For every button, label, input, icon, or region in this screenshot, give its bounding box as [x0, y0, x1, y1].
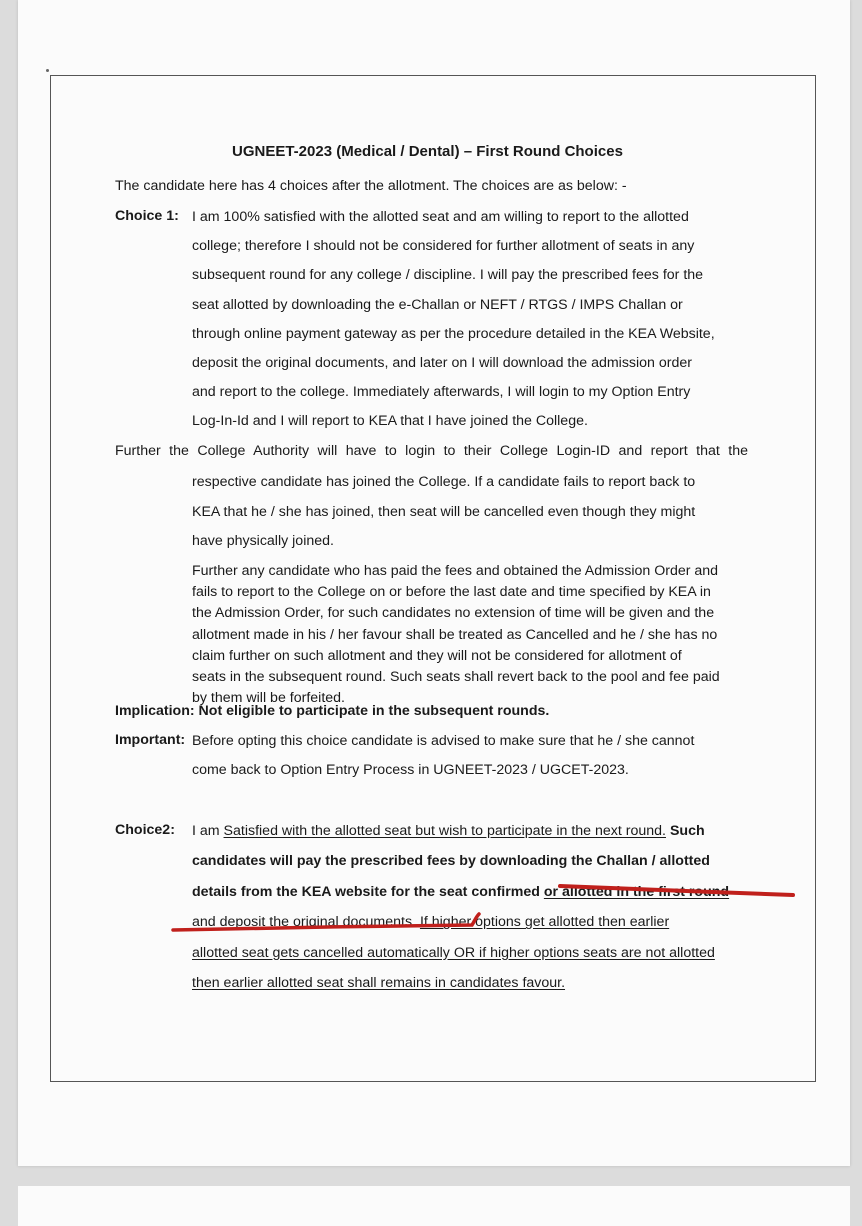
choice1-line: seat allotted by downloading the e-Challan or NEFT / RTGS / IMPS Challan or — [192, 296, 683, 313]
important-label: Important: — [115, 732, 186, 748]
further2-line: allotment made in his / her favour shall be treated as Cancelled and he / she has no — [192, 626, 718, 643]
choice1-line: Log-In-Id and I will report to KEA that I have joined the College. — [192, 413, 588, 430]
choice1-text — [192, 203, 750, 437]
document-title: UGNEET-2023 (Medical / Dental) – First Round Choices — [232, 143, 623, 160]
further2-line: claim further on such allotment and they will not be considered for allotment of — [192, 647, 682, 664]
further2-line: by them will be forfeited. — [192, 690, 345, 707]
further-line: have physically joined. — [192, 533, 334, 550]
choice1-line: subsequent round for any college / discipline. I will pay the prescribed fees for the — [192, 267, 704, 284]
choice2-line: candidates will pay the prescribed fees by downloading the Challan / allotted — [192, 853, 710, 870]
choice2-line: then earlier allotted seat shall remains in candidates favour. — [192, 975, 566, 992]
further-text — [192, 468, 750, 557]
further2-line: fails to report to the College on or before the last date and time specified by KEA in — [192, 584, 711, 601]
choice2-underlined-text: If higher options get allotted then earlier — [419, 914, 670, 931]
important-line: come back to Option Entry Process in UGNEET-2023 / UGCET-2023. — [192, 762, 629, 779]
further-first-line: Further the College Authority will have to login to their College Login-ID and report that the — [115, 443, 748, 459]
choice2-underlined-text: Satisfied with the allotted seat but wish to participate in the next round. — [223, 823, 666, 839]
choice2-line — [192, 816, 750, 846]
choice2-bold-text: details from the KEA website for the seat confirmed — [192, 883, 544, 900]
further-line: KEA that he / she has joined, then seat will be cancelled even though they might — [192, 503, 696, 520]
further2-line: Further any candidate who has paid the fees and obtained the Admission Order and — [192, 563, 719, 579]
choice2-text — [192, 816, 750, 998]
further2-line: the Admission Order, for such candidates no extension of time will be given and the — [192, 605, 715, 622]
choice2-text-a: I am — [192, 823, 224, 839]
implication-text: Implication: Not eligible to participate in the subsequent rounds. — [115, 703, 550, 719]
further-line: respective candidate has joined the College. If a candidate fails to report back to — [192, 474, 696, 490]
choice2-bold-text: Such — [666, 823, 705, 839]
page-mark — [46, 69, 49, 72]
choice1-label: Choice 1: — [115, 208, 179, 224]
choice1-line: deposit the original documents, and later on I will download the admission order — [192, 355, 693, 372]
choice1-line: college; therefore I should not be considered for further allotment of seats in any — [192, 238, 695, 255]
choice2-label: Choice2: — [115, 822, 175, 838]
choice1-line: through online payment gateway as per the procedure detailed in the KEA Website, — [192, 325, 715, 342]
choice2-text-a: and deposit the original documents. — [192, 914, 420, 931]
choice1-line: and report to the college. Immediately afterwards, I will login to my Option Entry — [192, 384, 691, 401]
further2-line: seats in the subsequent round. Such seats shall revert back to the pool and fee paid — [192, 669, 720, 686]
choice2-line — [192, 877, 750, 907]
intro-text: The candidate here has 4 choices after the allotment. The choices are as below: - — [115, 178, 627, 194]
choice2-line: allotted seat gets cancelled automatically OR if higher options seats are not allotted — [192, 944, 715, 961]
important-line: Before opting this choice candidate is advised to make sure that he / she cannot — [192, 733, 695, 749]
choice1-line: I am 100% satisfied with the allotted seat and am willing to report to the allotted — [192, 209, 689, 225]
important-text — [192, 727, 750, 786]
choice2-line — [192, 907, 750, 937]
further2-text — [192, 561, 750, 709]
choice2-underlined-text: or allotted in the first round — [543, 883, 730, 900]
next-page-edge — [18, 1186, 850, 1226]
